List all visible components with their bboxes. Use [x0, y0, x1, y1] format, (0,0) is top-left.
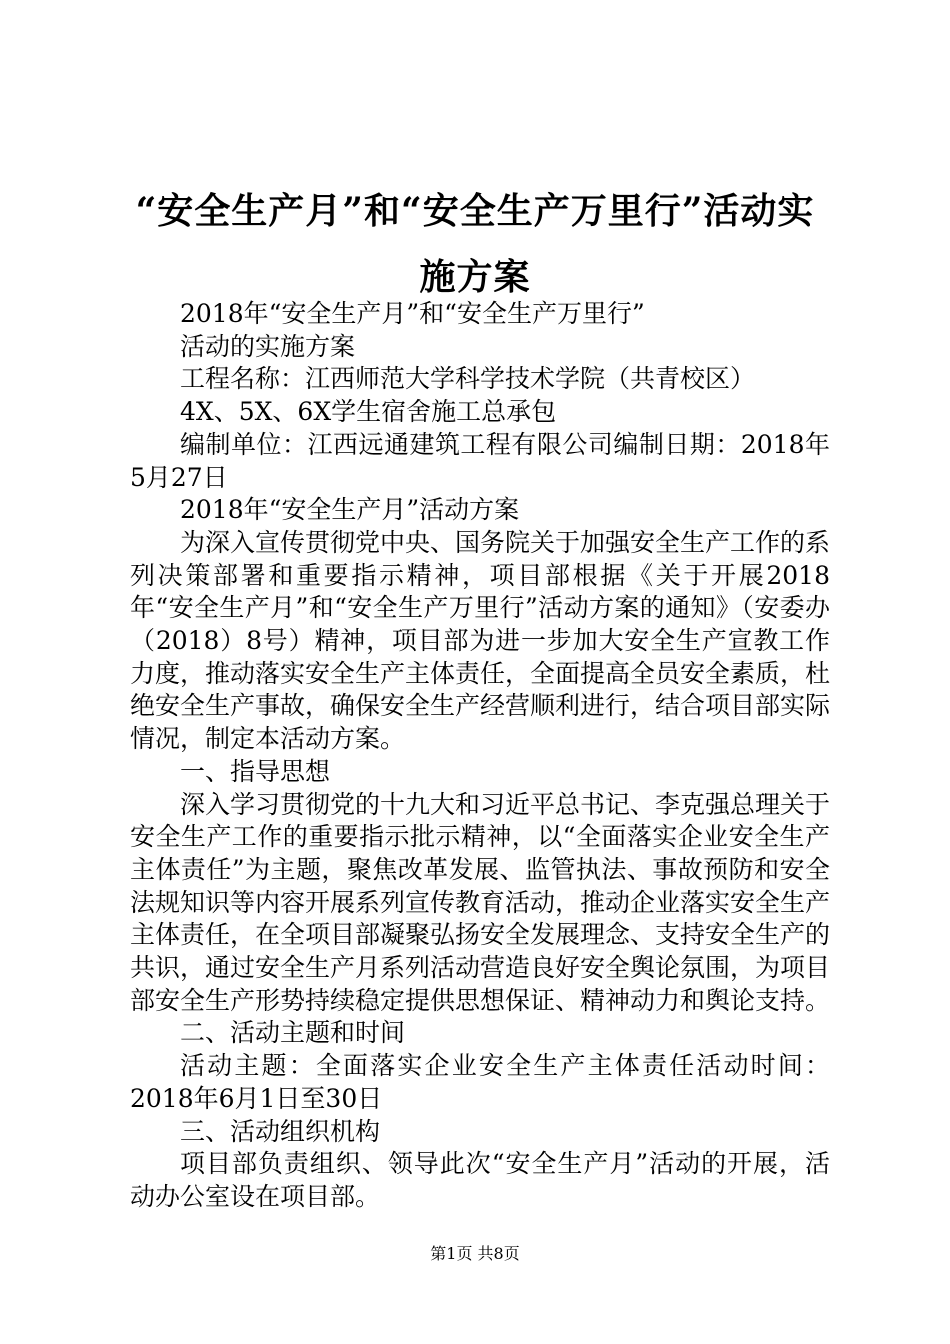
paragraph-guiding: 深入学习贯彻党的十九大和习近平总书记、李克强总理关于安全生产工作的重要指示批示精神，以“全面落实企业安全生产主体责任”为主题，聚焦改革发展、监管执法、事故预防和安全法规知识等内容开展系列宣传教育活动，推动企业落实安全生产主体责任，在全项目部凝聚弘扬安全发展理念、支持安全生产的共识，通过安全生产月系列活动营造良好安全舆论氛围，为项目部安全生产形势持续稳定提供思想保证、精神动力和舆论支持。: [130, 789, 831, 1015]
page-number: 第1页 共8页: [430, 1244, 520, 1263]
document-body: [130, 298, 830, 1214]
paragraph-theme: 活动主题：全面落实企业安全生产主体责任活动时间：2018年6月1日至30日: [130, 1051, 830, 1113]
paragraph-plan-title: 2018年“安全生产月”活动方案: [180, 495, 520, 525]
paragraph-compiler: 编制单位：江西远通建筑工程有限公司编制日期：2018年5月27日: [130, 429, 830, 492]
section-heading-theme: 二、活动主题和时间: [180, 1018, 406, 1048]
paragraph-subtitle: 活动的实施方案: [180, 331, 356, 361]
paragraph-intro: 为深入宣传贯彻党中央、国务院关于加强安全生产工作的系列决策部署和重要指示精神，项目部根据《关于开展2018年“安全生产月”和“安全生产万里行”活动方案的通知》（安委办（2018）8号）精神，项目部为进一步加大安全生产宣教工作力度，推动落实安全生产主体责任，全面提高全员安全素质，杜绝安全生产事故，确保安全生产经营顺利进行，结合项目部实际情况，制定本活动方案。: [130, 527, 831, 754]
document-title: “安全生产月”和“安全生产万里行”活动实施方案: [135, 190, 815, 298]
paragraph-year-heading: 2018年“安全生产月”和“安全生产万里行”: [180, 299, 645, 328]
paragraph-organization: 项目部负责组织、领导此次“安全生产月”活动的开展，活动办公室设在项目部。: [130, 1149, 830, 1211]
paragraph-project-scope: 4X、5X、6X学生宿舍施工总承包: [180, 397, 557, 427]
section-heading-guiding: 一、指导思想: [180, 756, 331, 786]
section-heading-organization: 三、活动组织机构: [180, 1116, 381, 1146]
paragraph-project-name: 工程名称：江西师范大学科学技术学院（共青校区）: [180, 364, 756, 394]
